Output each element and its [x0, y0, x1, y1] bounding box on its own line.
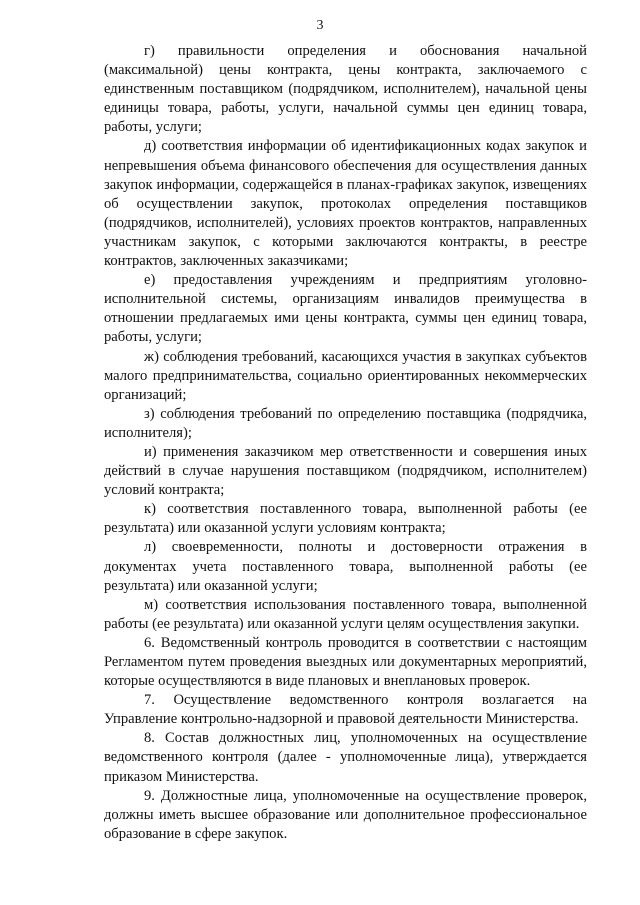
- paragraph-z: з) соблюдения требований по определению поставщика (подрядчика, исполнителя);: [104, 405, 587, 441]
- paragraph-m: м) соответствия использования поставленного товара, выполненной работы (ее результата) или оказанной услуги целям осуществления закупки.: [104, 596, 587, 632]
- paragraph-e: е) предоставления учреждениям и предприятиям уголовно-исполнительной системы, организациям инвалидов преимущества в отношении предлагаемых ими цены контракта, суммы цен единиц товара, работы, услуги;: [104, 272, 587, 346]
- paragraph-i: и) применения заказчиком мер ответственности и совершения иных действий в случае нарушения поставщиком (подрядчиком, исполнителем) условий контракта;: [104, 443, 587, 499]
- paragraph-k: к) соответствия поставленного товара, выполненной работы (ее результата) или оказанной услуги условиям контракта;: [104, 501, 587, 537]
- paragraph-zh: ж) соблюдения требований, касающихся участия в закупках субъектов малого предпринимательства, социально ориентированных некоммерческих организаций;: [104, 348, 587, 403]
- section-6-paragraph: 6. Ведомственный контроль проводится в соответствии с настоящим Регламентом путем проведения выездных или документарных мероприятий, которые осуществляются в виде плановых и внеплановых проверок.: [104, 634, 587, 690]
- page-number: 3: [316, 18, 324, 33]
- paragraph-l: л) своевременности, полноты и достоверности отражения в документах учета поставленного товара, выполненной работы (ее результата) или оказанной услуги;: [104, 539, 587, 594]
- paragraph-d: д) соответствия информации об идентификационных кодах закупок и непревышения объема финансового обеспечения для осуществления данных закупок информации, содержащейся в планах-графиках закупок, извещениях об осуществлении закупок, протоколах определения поставщиков (подрядчиков, исполнителей), условиях проектов контрактов, направленных участникам закупок, с которыми заключаются контракты, в реестре контрактов, заключенных заказчиками;: [104, 138, 587, 270]
- section-9-paragraph: 9. Должностные лица, уполномоченные на осуществление проверок, должны иметь высшее образование или дополнительное профессиональное образование в сфере закупок.: [104, 787, 587, 842]
- section-7-paragraph: 7. Осуществление ведомственного контроля возлагается на Управление контрольно-надзорной и правовой деятельности Министерства.: [104, 692, 587, 728]
- document-body: [104, 42, 587, 844]
- paragraph-g: г) правильности определения и обоснования начальной (максимальной) цены контракта, цены контракта, заключаемого с единственным поставщиком (подрядчиком, исполнителем), начальной цены единицы товара, работы, услуги, начальной суммы цен единиц товара, работы, услуги;: [104, 43, 587, 136]
- section-8-paragraph: 8. Состав должностных лиц, уполномоченных на осуществление ведомственного контроля (далее - уполномоченные лица), утверждается приказом Министерства.: [104, 730, 587, 785]
